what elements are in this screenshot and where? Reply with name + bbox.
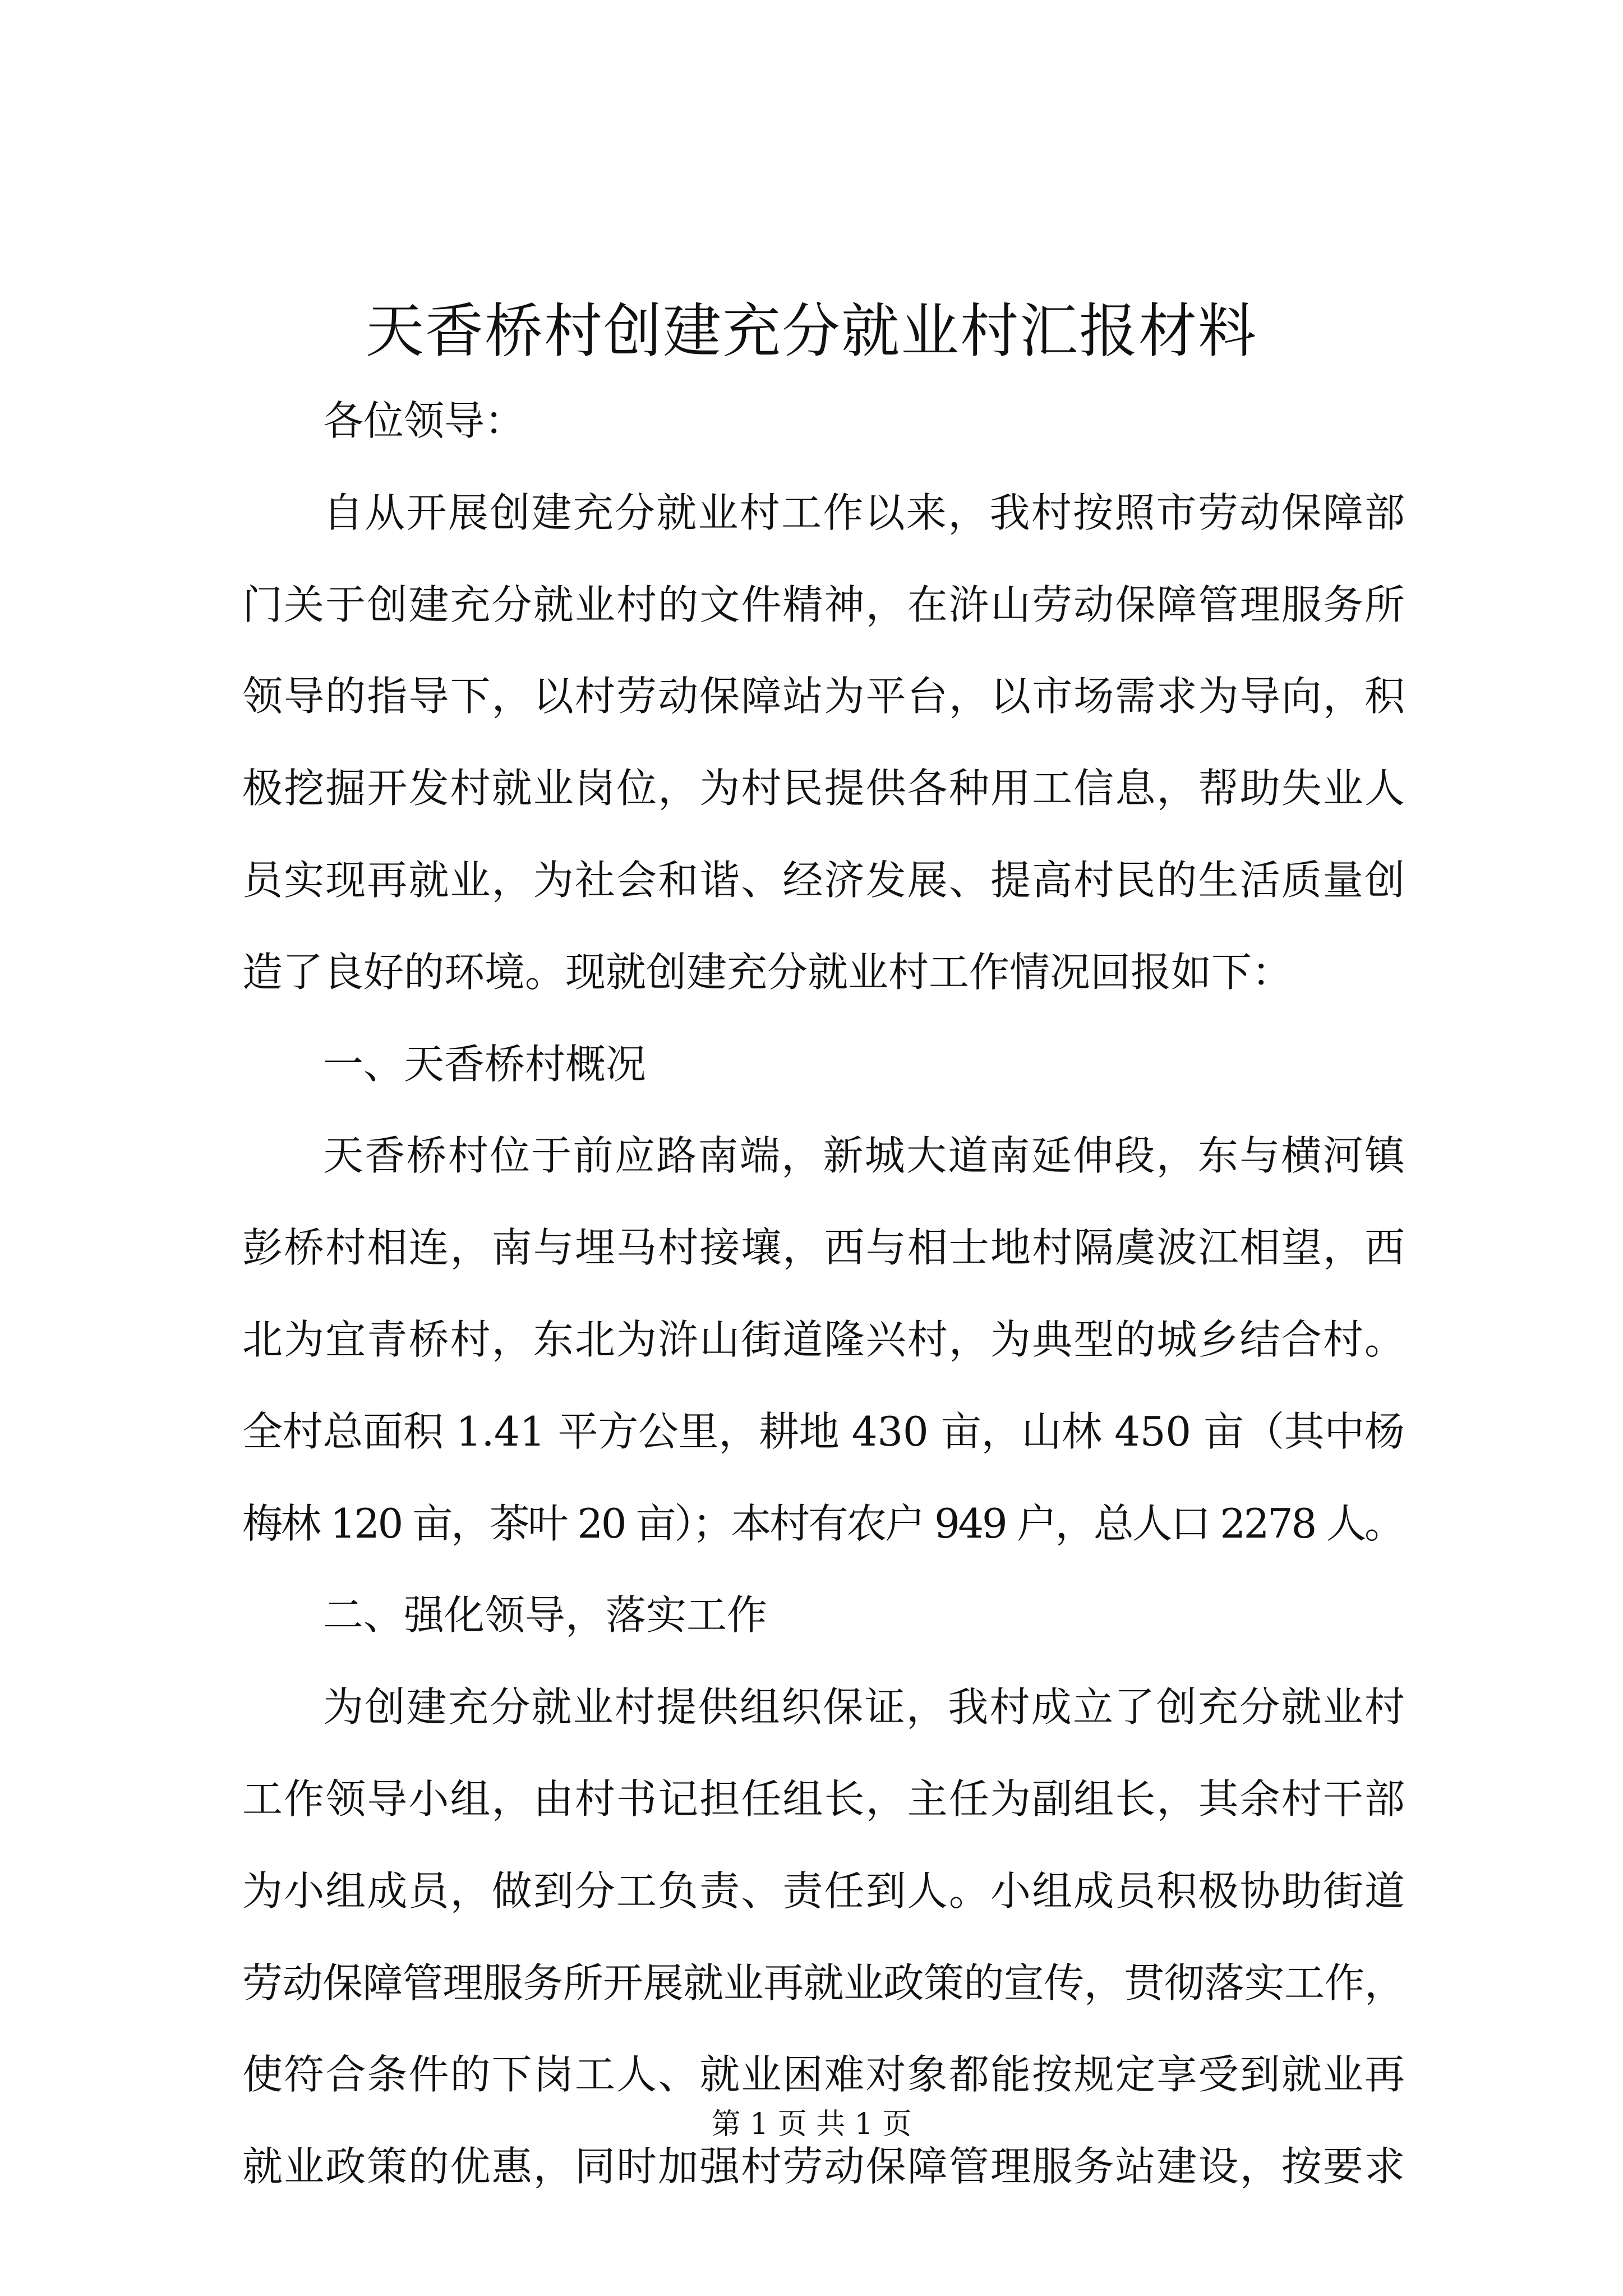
- body-line-text: 北为宜青桥村，东北为浒山街道隆兴村，为典型的城乡结合村。: [242, 1316, 1407, 1363]
- document-title: 天香桥村创建充分就业村汇报材料: [365, 297, 1257, 365]
- body-line-text: 天香桥村位于前应路南端，新城大道南延伸段，东与横河镇: [323, 1132, 1407, 1180]
- body-line-text: 员实现再就业，为社会和谐、经济发展、提高村民的生活质量创: [242, 857, 1407, 904]
- page-footer: 第 1 页 共 1 页: [711, 2108, 912, 2141]
- body-line-text: 造了良好的环境。现就创建充分就业村工作情况回报如下：: [242, 948, 1293, 996]
- body-line-text: 就业政策的优惠，同时加强村劳动保障管理服务站建设，按要求: [242, 2143, 1407, 2191]
- body-line-text: 全村总面积 1.41 平方公里，耕地 430 亩，山林 450 亩（其中杨: [242, 1407, 1405, 1455]
- body-line-text: 各位领导：: [323, 397, 525, 444]
- body-line-text: 工作领导小组，由村书记担任组长，主任为副组长，其余村干部: [242, 1775, 1407, 1823]
- body-line-text: 极挖掘开发村就业岗位，为村民提供各种用工信息，帮助失业人: [242, 765, 1407, 812]
- body-line-text: 一、天香桥村概况: [323, 1040, 647, 1088]
- body-line-text: 为小组成员，做到分工负责、责任到人。小组成员积极协助街道: [242, 1867, 1407, 1915]
- body-line-text: 二、强化领导，落实工作: [323, 1591, 768, 1639]
- body-line-text: 门关于创建充分就业村的文件精神，在浒山劳动保障管理服务所: [242, 581, 1407, 628]
- body-line-text: 自从开展创建充分就业村工作以来，我村按照市劳动保障部: [323, 489, 1407, 536]
- body-line-text: 为创建充分就业村提供组织保证，我村成立了创充分就业村: [323, 1683, 1407, 1731]
- body-line-text: 劳动保障管理服务所开展就业再就业政策的宣传，贯彻落实工作，: [242, 1959, 1405, 2007]
- body-line-text: 梅林 120 亩，茶叶 20 亩）；本村有农户 949 户，总人口 2278 人。: [242, 1499, 1403, 1547]
- body-line-text: 领导的指导下，以村劳动保障站为平台，以市场需求为导向，积: [242, 673, 1407, 720]
- body-line-text: 使符合条件的下岗工人、就业困难对象都能按规定享受到就业再: [242, 2051, 1407, 2099]
- body-line-text: 彭桥村相连，南与埋马村接壤，西与相士地村隔虞波江相望，西: [242, 1224, 1407, 1272]
